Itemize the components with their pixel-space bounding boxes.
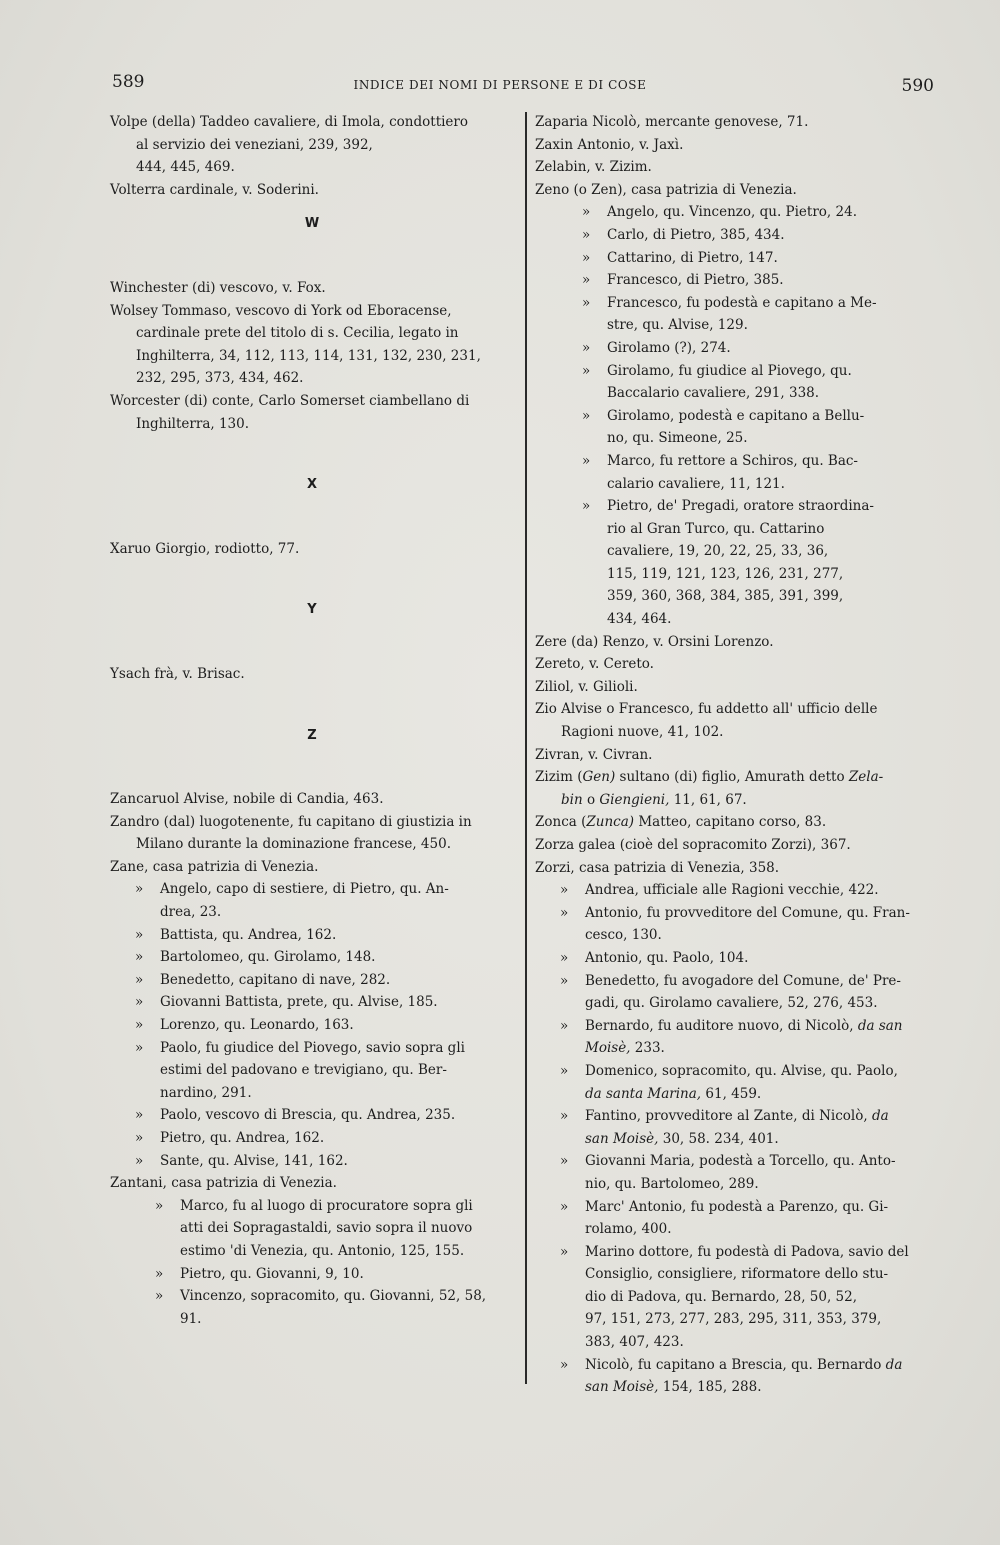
entry-line: Zane, casa patrizia di Venezia. xyxy=(110,858,319,875)
index-entry-xaruo xyxy=(110,538,514,561)
entry-text: no, qu. Simeone, 25. xyxy=(607,430,748,447)
ditto-mark: » xyxy=(135,971,144,988)
entry-text: Benedetto, fu avogadore del Comune, de' Pre- xyxy=(585,972,901,989)
entry-text: Francesco, fu podestà e capitano a Me- xyxy=(607,294,877,311)
entry-text: Zaxin Antonio, v. Jaxì. xyxy=(535,136,684,153)
entry-text: gadi, qu. Girolamo cavaliere, 52, 276, 453. xyxy=(585,995,878,1012)
entry-text: da xyxy=(871,1108,889,1125)
sub-entry-zorzi-benedetto xyxy=(535,970,939,1015)
entry-line: Worcester (di) conte, Carlo Somerset ciambellano di xyxy=(110,392,470,409)
index-entry-zandro xyxy=(110,811,514,856)
ditto-mark: » xyxy=(560,1356,569,1373)
index-entry-zeno xyxy=(535,179,939,202)
page-header xyxy=(0,70,1000,100)
index-entry-zivran xyxy=(535,744,939,767)
sub-entry-zane-giovanni xyxy=(110,991,514,1014)
ditto-mark: » xyxy=(582,294,591,311)
entry-text: Giovanni Battista, prete, qu. Alvise, 185. xyxy=(160,994,438,1011)
entry-text: Marco, fu rettore a Schiros, qu. Bac- xyxy=(607,452,858,469)
ditto-mark: » xyxy=(560,1153,569,1170)
section-letter-z: Z xyxy=(307,727,317,743)
entry-text: rolamo, 400. xyxy=(585,1221,672,1238)
index-entry-zereto xyxy=(535,653,939,676)
sub-entry-zane-angelo xyxy=(110,878,514,923)
sub-entry-zane-bartolomeo xyxy=(110,946,514,969)
entry-text: Zunca) xyxy=(586,814,635,831)
index-entry-zane xyxy=(110,856,514,879)
entry-text: estimo 'di Venezia, qu. Antonio, 125, 155. xyxy=(180,1242,465,1259)
entry-text: da san xyxy=(857,1017,903,1034)
sub-entry-zane-sante xyxy=(110,1150,514,1173)
index-entry-wolsey xyxy=(110,300,514,390)
entry-text: Zizim ( xyxy=(535,769,583,786)
entry-text: Ziliol, v. Gilioli. xyxy=(535,678,638,695)
entry-text: Girolamo, fu giudice al Piovego, qu. xyxy=(607,362,852,379)
sub-entry-zeno-carlo xyxy=(535,224,939,247)
ditto-mark: » xyxy=(135,949,144,966)
entry-text: Consiglio, consigliere, riformatore dello stu- xyxy=(585,1266,889,1283)
entry-line: Milano durante la dominazione francese, 450. xyxy=(136,836,451,853)
entry-text: Zelabin, v. Zizim. xyxy=(535,159,652,176)
entry-text: Battista, qu. Andrea, 162. xyxy=(160,926,337,943)
entry-text: Domenico, sopracomito, qu. Alvise, qu. Paolo, xyxy=(585,1062,898,1079)
sub-entry-zorzi-bernardo xyxy=(535,1015,939,1060)
entry-text: drea, 23. xyxy=(160,904,222,921)
ditto-mark: » xyxy=(135,881,144,898)
sub-entry-zane-pietro xyxy=(110,1127,514,1150)
entry-text: Angelo, capo di sestiere, di Pietro, qu. An- xyxy=(160,881,449,898)
ditto-mark: » xyxy=(582,339,591,356)
entry-text: Francesco, di Pietro, 385. xyxy=(607,272,784,289)
index-entry-zelabin xyxy=(535,156,939,179)
entry-text: 91. xyxy=(180,1310,202,1327)
entry-text: nardino, 291. xyxy=(160,1084,252,1101)
entry-text: Antonio, qu. Paolo, 104. xyxy=(585,949,749,966)
entry-text: Baccalario cavaliere, 291, 338. xyxy=(607,385,820,402)
entry-text: Bernardo, fu auditore nuovo, di Nicolò, xyxy=(585,1017,858,1034)
ditto-mark: » xyxy=(582,362,591,379)
sub-entry-zorzi-nicolo xyxy=(535,1354,939,1399)
index-entry-zantani xyxy=(110,1172,514,1195)
entry-text: Zela- xyxy=(848,769,884,786)
entry-text: Bartolomeo, qu. Girolamo, 148. xyxy=(160,949,376,966)
ditto-mark: » xyxy=(560,1062,569,1079)
ditto-mark: » xyxy=(560,1017,569,1034)
index-entry-zaxin xyxy=(535,134,939,157)
index-entry-zorzi xyxy=(535,857,939,880)
entry-text: nio, qu. Bartolomeo, 289. xyxy=(585,1175,759,1192)
entry-text: Zere (da) Renzo, v. Orsini Lorenzo. xyxy=(535,633,774,650)
index-entry-worcester xyxy=(110,390,514,435)
section-letter-y: Y xyxy=(307,602,317,618)
entry-text: Carlo, di Pietro, 385, 434. xyxy=(607,226,785,243)
ditto-mark: » xyxy=(560,882,569,899)
ditto-mark: » xyxy=(560,904,569,921)
ditto-mark: » xyxy=(582,204,591,221)
page-number-left: 589 xyxy=(112,72,145,92)
ditto-mark: » xyxy=(582,249,591,266)
entry-line: Zantani, casa patrizia di Venezia. xyxy=(110,1175,337,1192)
entry-line: Volterra cardinale, v. Soderini. xyxy=(110,181,319,198)
entry-text: 154, 185, 288. xyxy=(658,1379,762,1396)
sub-entry-zeno-angelo xyxy=(535,201,939,224)
entry-text: o xyxy=(582,791,600,808)
sub-entry-zeno-francesco-1 xyxy=(535,269,939,292)
entry-text: Ragioni nuove, 41, 102. xyxy=(561,724,724,741)
page-number-right: 590 xyxy=(901,76,934,96)
entry-text: Pietro, qu. Giovanni, 9, 10. xyxy=(180,1265,364,1282)
entry-text: stre, qu. Alvise, 129. xyxy=(607,317,748,334)
entry-text: Girolamo, podestà e capitano a Bellu- xyxy=(607,407,865,424)
ditto-mark: » xyxy=(155,1288,164,1305)
entry-text: Giovanni Maria, podestà a Torcello, qu. Anto- xyxy=(585,1153,896,1170)
entry-line: Inghilterra, 130. xyxy=(136,415,250,432)
sub-entry-zeno-cattarino xyxy=(535,247,939,270)
sub-entry-zeno-francesco-2 xyxy=(535,292,939,337)
entry-text: Nicolò, fu capitano a Brescia, qu. Bernardo xyxy=(585,1356,886,1373)
entry-text: Pietro, de' Pregadi, oratore straordina- xyxy=(607,498,874,515)
section-letter-w: W xyxy=(304,216,320,232)
ditto-mark: » xyxy=(560,1243,569,1260)
entry-line: Winchester (di) vescovo, v. Fox. xyxy=(110,279,326,296)
entry-line: cardinale prete del titolo di s. Cecilia, legato in xyxy=(136,325,459,342)
entry-text: Zereto, v. Cereto. xyxy=(535,656,654,673)
sub-entry-zorzi-giovanni xyxy=(535,1150,939,1195)
index-entry-zere xyxy=(535,631,939,654)
entry-text xyxy=(535,811,939,834)
column-divider xyxy=(525,112,527,1384)
ditto-mark: » xyxy=(135,1152,144,1169)
entry-text xyxy=(535,789,939,812)
entry-text: Vincenzo, sopracomito, qu. Giovanni, 52, 58, xyxy=(180,1288,487,1305)
sub-entry-zorzi-fantino xyxy=(535,1105,939,1150)
entry-text: Zaparia Nicolò, mercante genovese, 71. xyxy=(535,114,809,130)
index-entry-volpe xyxy=(110,111,514,179)
sub-entry-zane-battista xyxy=(110,924,514,947)
sub-entry-zane-paolo-1 xyxy=(110,1037,514,1105)
sub-entry-zeno-girolamo-3 xyxy=(535,405,939,450)
entry-text: atti dei Sopragastaldi, savio sopra il nuovo xyxy=(180,1220,473,1237)
entry-text: calario cavaliere, 11, 121. xyxy=(607,475,785,492)
entry-text: 115, 119, 121, 123, 126, 231, 277, xyxy=(607,565,844,582)
ditto-mark: » xyxy=(135,1039,144,1056)
entry-text: dio di Padova, qu. Bernardo, 28, 50, 52, xyxy=(585,1288,858,1305)
index-entry-ziliol xyxy=(535,676,939,699)
entry-text: 233. xyxy=(630,1040,665,1057)
ditto-mark: » xyxy=(582,272,591,289)
entry-text: 383, 407, 423. xyxy=(585,1334,684,1351)
index-entry-zancaruol xyxy=(110,788,514,811)
entry-text: sultano (di) figlio, Amurath detto xyxy=(615,769,849,786)
entry-text: Benedetto, capitano di nave, 282. xyxy=(160,971,391,988)
ditto-mark: » xyxy=(135,926,144,943)
entry-line: 232, 295, 373, 434, 462. xyxy=(136,370,304,387)
ditto-mark: » xyxy=(135,1017,144,1034)
entry-text: Antonio, fu provveditore del Comune, qu. Fran- xyxy=(585,904,910,921)
entry-text: Zivran, v. Civran. xyxy=(535,746,653,763)
ditto-mark: » xyxy=(560,949,569,966)
entry-line: al servizio dei veneziani, 239, 392, xyxy=(136,136,373,153)
entry-text: Giengieni, xyxy=(599,791,670,808)
entry-line: Ysach frà, v. Brisac. xyxy=(110,665,245,682)
entry-line: Volpe (della) Taddeo cavaliere, di Imola, condottiero xyxy=(110,114,469,130)
sub-entry-zorzi-antonio-1 xyxy=(535,902,939,947)
entry-line: Xaruo Giorgio, rodiotto, 77. xyxy=(110,540,300,557)
index-entry-winchester xyxy=(110,277,514,300)
ditto-mark: » xyxy=(560,1108,569,1125)
entry-text: da santa Marina, xyxy=(585,1085,702,1102)
entry-text: Paolo, vescovo di Brescia, qu. Andrea, 235. xyxy=(160,1107,456,1124)
index-entry-zaparia xyxy=(535,111,939,134)
entry-text: Gen) xyxy=(582,769,616,786)
sub-entry-zeno-girolamo-1 xyxy=(535,337,939,360)
ditto-mark: » xyxy=(135,994,144,1011)
entry-text: san Moisè, xyxy=(585,1379,659,1396)
entry-text: Andrea, ufficiale alle Ragioni vecchie, 422. xyxy=(585,882,879,899)
sub-entry-zeno-girolamo-2 xyxy=(535,360,939,405)
entry-text: da xyxy=(885,1356,903,1373)
entry-text: estimi del padovano e trevigiano, qu. Ber- xyxy=(160,1062,447,1079)
sub-entry-zorzi-marino xyxy=(535,1241,939,1354)
entry-text: rio al Gran Turco, qu. Cattarino xyxy=(607,520,825,537)
running-title: INDICE DEI NOMI DI PERSONE E DI COSE xyxy=(353,78,647,92)
ditto-mark: » xyxy=(155,1265,164,1282)
entry-text: 359, 360, 368, 384, 385, 391, 399, xyxy=(607,588,844,605)
ditto-mark: » xyxy=(582,498,591,515)
entry-text: 434, 464. xyxy=(607,611,672,628)
ditto-mark: » xyxy=(582,226,591,243)
index-entry-ysach xyxy=(110,663,514,686)
entry-text: Zeno (o Zen), casa patrizia di Venezia. xyxy=(535,181,797,198)
entry-text: Angelo, qu. Vincenzo, qu. Pietro, 24. xyxy=(607,204,857,221)
entry-line: Wolsey Tommaso, vescovo di York od Eboracense, xyxy=(110,302,452,319)
index-entry-zorza xyxy=(535,834,939,857)
sub-entry-zeno-pietro xyxy=(535,495,939,631)
entry-text: Marc' Antonio, fu podestà a Parenzo, qu. Gi- xyxy=(585,1198,889,1215)
entry-text: Zonca ( xyxy=(535,814,587,831)
entry-line: Zancaruol Alvise, nobile di Candia, 463. xyxy=(110,791,384,808)
sub-entry-zeno-marco xyxy=(535,450,939,495)
entry-text: Paolo, fu giudice del Piovego, savio sopra gli xyxy=(160,1039,465,1056)
entry-text: Zorza galea (cioè del sopracomito Zorzi), 367. xyxy=(535,837,851,853)
right-column xyxy=(535,111,939,1399)
sub-entry-zane-benedetto xyxy=(110,969,514,992)
entry-text: san Moisè, xyxy=(585,1130,659,1147)
ditto-mark: » xyxy=(582,452,591,469)
entry-line: Inghilterra, 34, 112, 113, 114, 131, 132, 230, 231, xyxy=(136,347,481,364)
sub-entry-zane-paolo-2 xyxy=(110,1104,514,1127)
section-letter-x: X xyxy=(306,477,318,493)
entry-text xyxy=(535,766,939,789)
entry-text: Moisè, xyxy=(585,1040,631,1057)
entry-text: 97, 151, 273, 277, 283, 295, 311, 353, 379, xyxy=(585,1311,882,1328)
sub-entry-zorzi-antonio-2 xyxy=(535,947,939,970)
entry-text: Girolamo (?), 274. xyxy=(607,339,731,356)
index-entry-zonca xyxy=(535,811,939,834)
sub-entry-zantani-vincenzo xyxy=(110,1285,514,1330)
entry-text: Lorenzo, qu. Leonardo, 163. xyxy=(160,1017,354,1034)
entry-text: Sante, qu. Alvise, 141, 162. xyxy=(160,1152,348,1169)
sub-entry-zorzi-andrea xyxy=(535,879,939,902)
entry-text: 61, 459. xyxy=(701,1085,762,1102)
left-column xyxy=(110,111,514,1330)
entry-text: 11, 61, 67. xyxy=(669,791,747,808)
entry-text: cavaliere, 19, 20, 22, 25, 33, 36, xyxy=(607,543,829,560)
entry-text: Fantino, provveditore al Zante, di Nicolò, xyxy=(585,1108,872,1125)
entry-text: Marco, fu al luogo di procuratore sopra gli xyxy=(180,1197,473,1214)
entry-text: cesco, 130. xyxy=(585,927,662,944)
entry-text: Cattarino, di Pietro, 147. xyxy=(607,249,778,266)
index-entry-zizim xyxy=(535,766,939,811)
entry-text: Marino dottore, fu podestà di Padova, savio del xyxy=(585,1243,909,1260)
ditto-mark: » xyxy=(560,972,569,989)
entry-text: Pietro, qu. Andrea, 162. xyxy=(160,1130,325,1146)
sub-entry-zantani-marco xyxy=(110,1195,514,1263)
ditto-mark: » xyxy=(155,1197,164,1214)
sub-entry-zorzi-domenico xyxy=(535,1060,939,1105)
sub-entry-zorzi-marcantonio xyxy=(535,1196,939,1241)
index-entry-volterra xyxy=(110,179,514,202)
entry-line: 444, 445, 469. xyxy=(136,159,235,176)
ditto-mark: » xyxy=(560,1198,569,1215)
sub-entry-zane-lorenzo xyxy=(110,1014,514,1037)
sub-entry-zantani-pietro xyxy=(110,1263,514,1286)
entry-text: bin xyxy=(561,791,583,808)
ditto-mark: » xyxy=(582,407,591,424)
entry-text: Matteo, capitano corso, 83. xyxy=(634,814,827,831)
entry-text: 30, 58. 234, 401. xyxy=(658,1130,779,1147)
index-entry-zio xyxy=(535,698,939,743)
entry-line: Zandro (dal) luogotenente, fu capitano di giustizia in xyxy=(110,813,472,830)
entry-text: Zio Alvise o Francesco, fu addetto all' ufficio delle xyxy=(535,701,878,718)
entry-text: Zorzi, casa patrizia di Venezia, 358. xyxy=(535,859,780,876)
ditto-mark: » xyxy=(135,1130,144,1146)
ditto-mark: » xyxy=(135,1107,144,1124)
